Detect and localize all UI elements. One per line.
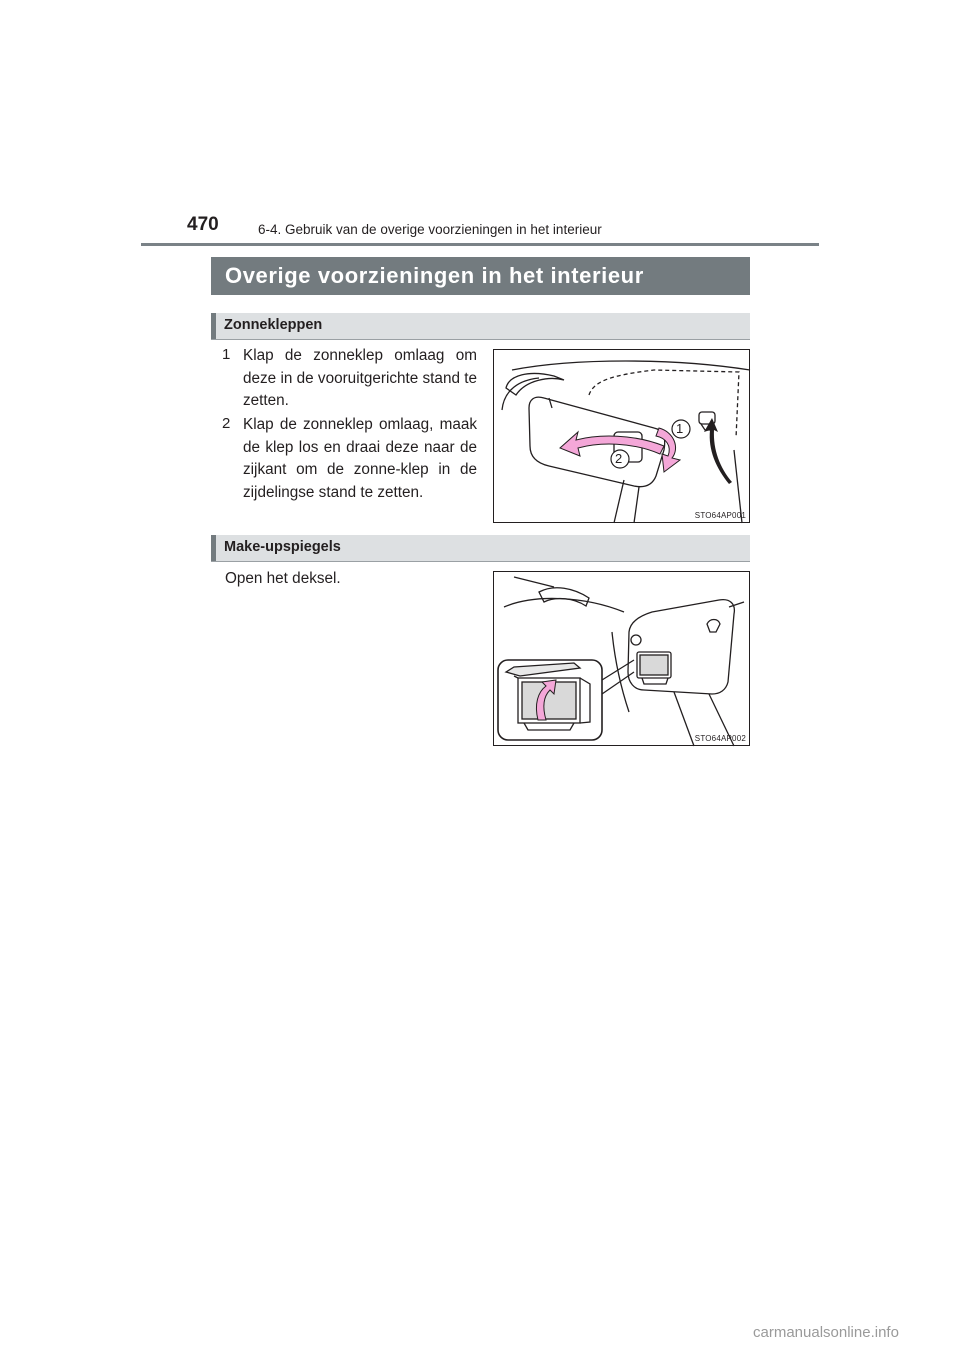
- subhead-label: Make-upspiegels: [224, 539, 341, 555]
- subhead-vanity-mirrors: [211, 535, 750, 562]
- vanity-mirror-figure: [493, 571, 750, 746]
- subhead-bar: [211, 313, 216, 339]
- subhead-label: Zonnekleppen: [224, 317, 323, 333]
- page-number: 470: [187, 214, 219, 235]
- step-number-2: 2: [222, 415, 231, 432]
- callout-1: 1: [676, 421, 684, 436]
- chapter-title: 6-4. Gebruik van de overige voorzieningen in het interieur: [258, 222, 602, 237]
- step-text-1: Klap de zonneklep omlaag om deze in de vooruitgerichte stand te zetten.: [243, 347, 477, 410]
- vanity-mirror-illustration: [494, 572, 751, 747]
- step-number-1: 1: [222, 346, 231, 363]
- sun-visor-figure: [493, 349, 750, 523]
- callout-2: 2: [615, 451, 623, 466]
- header-rule: [141, 243, 819, 246]
- subhead-bar: [211, 535, 216, 561]
- step-text-2: Klap de zonneklep omlaag, maak de klep los en draai deze naar de zijkant om de zonne-klep in de zijdelingse stand te zetten.: [243, 416, 477, 502]
- watermark: carmanualsonline.info: [753, 1324, 899, 1341]
- swing-arrow: [704, 418, 732, 484]
- figure-code: STO64AP002: [694, 734, 746, 743]
- sun-visor-illustration: [494, 350, 751, 524]
- vanity-text: Open het deksel.: [225, 570, 341, 587]
- section-banner: Overige voorzieningen in het interieur: [211, 257, 750, 295]
- figure-code: STO64AP001: [694, 511, 746, 520]
- subhead-sun-visors: [211, 313, 750, 340]
